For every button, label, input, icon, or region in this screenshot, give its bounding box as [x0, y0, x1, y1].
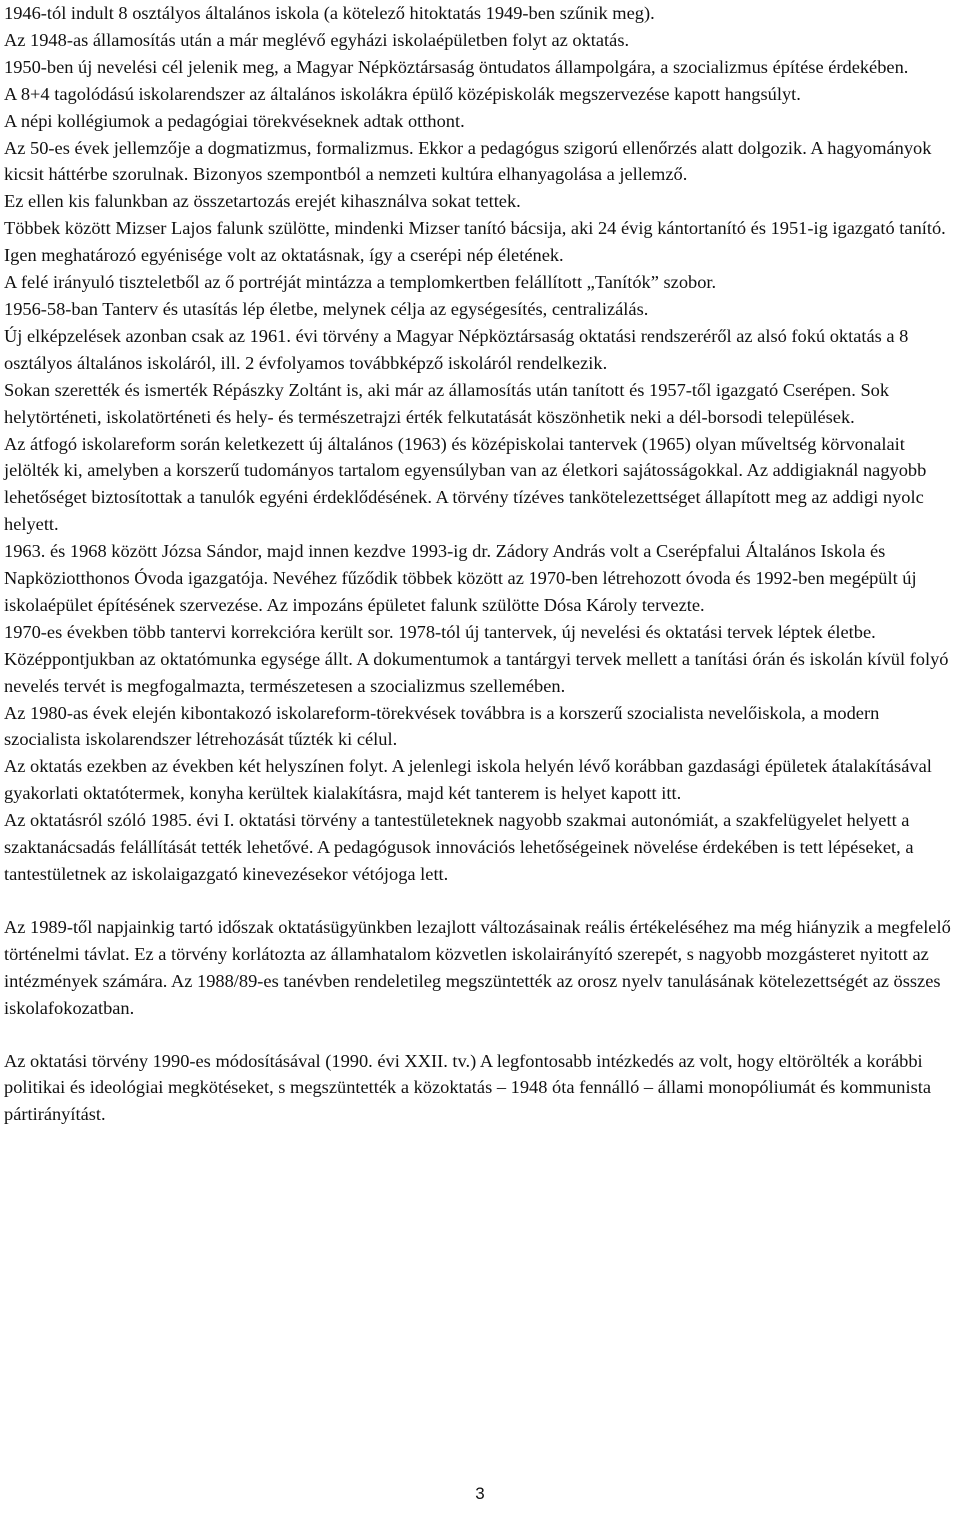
- paragraph: 1963. és 1968 között Józsa Sándor, majd innen kezdve 1993-ig dr. Zádory András volt a Cserépfalui Általános Iskola és Napköziotthonos Óvoda igazgatója. Nevéhez fűződik többek között az 1970-ben létrehozott óvoda és 1992-ben megépült új iskolaépület építésének szervezése. Az impozáns épületet falunk szülötte Dósa Károly tervezte.: [4, 541, 917, 615]
- paragraph: Az oktatási törvény 1990-es módosításával (1990. évi XXII. tv.) A legfontosabb intézkedés az volt, hogy eltörölték a korábbi politikai és ideológiai megkötéseket, s megszüntették a közoktatás – 1948 óta fennálló – állami monopóliumát és kommunista pártirányítást.: [4, 1050, 931, 1125]
- paragraph: A felé irányuló tiszteletből az ő portréját mintázza a templomkertben felállított „Tanítók” szobor.: [4, 272, 717, 293]
- paragraph: Az oktatás ezekben az években két helyszínen folyt. A jelenlegi iskola helyén lévő korábban gazdasági épületek átalakításával gyakorlati oktatótermek, konyha kerültek kialakításra, majd két tanterem is helyet kapott itt.: [4, 756, 932, 804]
- paragraph: Többek között Mizser Lajos falunk szülötte, mindenki Mizser tanító bácsija, aki 24 évig kántortanító és 1951-ig igazgató tanító. Igen meghatározó egyénisége volt az oktatásnak, így a cserépi nép életének.: [4, 218, 946, 266]
- paragraph: Az 50-es évek jellemzője a dogmatizmus, formalizmus. Ekkor a pedagógus szigorú ellenőrzés alatt dolgozik. A hagyományok kicsit háttérbe szorulnak. Bizonyos szempontból a nemzeti kultúra elhanyagolása a jellemző.: [4, 137, 932, 185]
- paragraph: A 8+4 tagolódású iskolarendszer az általános iskolákra épülő középiskolák megszervezése kapott hangsúlyt.: [4, 83, 801, 104]
- paragraph: Az 1980-as évek elején kibontakozó iskolareform-törekvések továbbra is a korszerű szocialista nevelőiskola, a modern szocialista iskolarendszer létrehozását tűzték ki célul.: [4, 702, 880, 750]
- paragraph: Új elképzelések azonban csak az 1961. évi törvény a Magyar Népköztársaság oktatási rendszeréről az alsó fokú oktatás a 8 osztályos általános iskoláról, ill. 2 évfolyamos továbbképző iskoláról rendelkezik.: [4, 325, 909, 373]
- paragraph: 1950-ben új nevelési cél jelenik meg, a Magyar Népköztársaság öntudatos állampolgára, a szocializmus építése érdekében.: [4, 56, 909, 77]
- page-number: 3: [475, 1484, 485, 1503]
- paragraph: Az átfogó iskolareform során keletkezett új általános (1963) és középiskolai tantervek (1965) olyan műveltség körvonalait jelölték ki, amelyben a korszerű tudományos tartalom egyensúlyban van az életkori sajátosságokkal. Az addigiaknál nagyobb lehetőséget biztosítottak a tanulók egyéni érdeklődésének. A törvény tízéves tankötelezettséget állapított meg az addigi nyolc helyett.: [4, 433, 927, 535]
- paragraph: Az oktatásról szóló 1985. évi I. oktatási törvény a tantestületeknek nagyobb szakmai autonómiát, a szakfelügyelet helyett a szaktanácsadás felállítását tették lehetővé. A pedagógusok innovációs lehetőségeinek növelése érdekében is tett lépéseket, a tantestületnek az iskolaigazgató kinevezésekor vétójoga lett.: [4, 810, 914, 884]
- paragraph: Ez ellen kis falunkban az összetartozás erejét kihasználva sokat tettek.: [4, 191, 521, 212]
- paragraph: 1946-tól indult 8 osztályos általános iskola (a kötelező hitoktatás 1949-ben szűnik meg).: [4, 3, 655, 23]
- paragraph-gap: [4, 1022, 956, 1048]
- paragraph: A népi kollégiumok a pedagógiai törekvéseknek adtak otthont.: [4, 110, 465, 131]
- paragraph: 1970-es években több tantervi korrekcióra került sor. 1978-tól új tantervek, új nevelési és oktatási tervek léptek életbe. Középpontjukban az oktatómunka egysége állt. A dokumentumok a tantárgyi tervek mellett a tanítási órán és iskolán kívül folyó nevelés tervét is megfogalmazta, természetesen a szocializmus szellemében.: [4, 621, 949, 696]
- paragraph-gap: [4, 888, 956, 914]
- paragraph: 1956-58-ban Tanterv és utasítás lép életbe, melynek célja az egységesítés, centralizálás.: [4, 298, 649, 319]
- paragraph: Sokan szerették és ismerték Répászky Zoltánt is, aki már az államosítás után tanított és 1957-től igazgató Cserépen. Sok helytörténeti, iskolatörténeti és hely- és természetrajzi érték felkutatását köszönhetik neki a dél-borsodi települések.: [4, 379, 890, 427]
- paragraph: Az 1948-as államosítás után a már meglévő egyházi iskolaépületben folyt az oktatás.: [4, 29, 630, 50]
- paragraph: Az 1989-től napjainkig tartó időszak oktatásügyünkben lezajlott változásainak reális értékeléséhez ma még hiányzik a megfelelő történelmi távlat. Ez a törvény korlátozta az államhatalom közvetlen iskolairányító szerepét, s nagyobb mozgásteret nyitott az intézmények számára. Az 1988/89-es tanévben rendeletileg megszüntették az orosz nyelv tanulásának kötelezettségét az összes iskolafokozatban.: [4, 916, 951, 1018]
- document-body: [4, 0, 956, 1128]
